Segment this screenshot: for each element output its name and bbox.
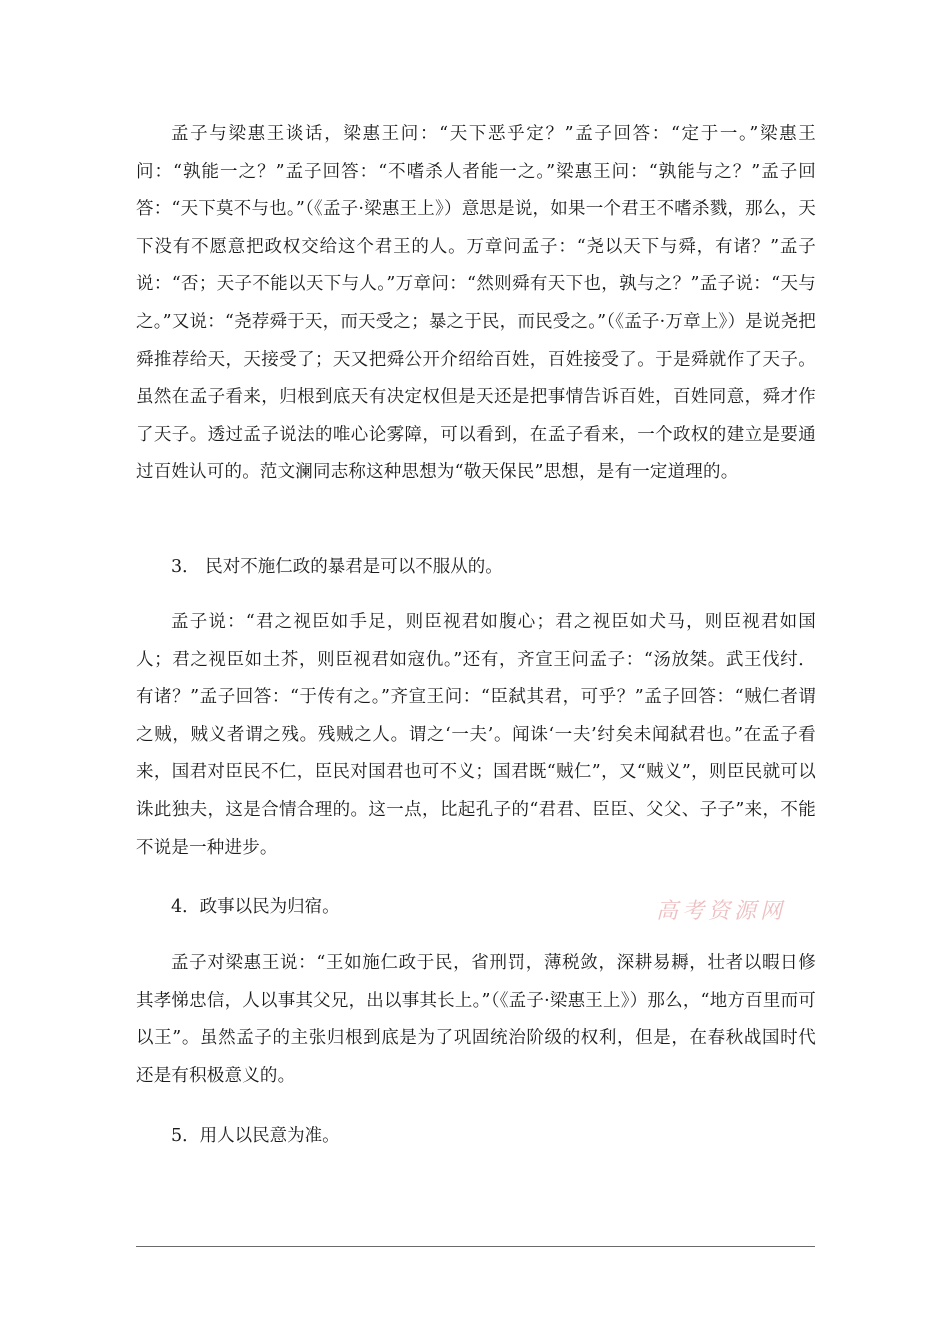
watermark-logo: 高考资源网 [656,899,787,924]
section-heading-5: 5．用人以民意为准。 [171,1126,340,1146]
section-heading-4: 4．政事以民为归宿。 [171,897,340,917]
paragraph-benevolent-rule: 孟子对梁惠王说：“王如施仁政于民，省刑罚，薄税敛，深耕易耨，壮者以暇日修其孝悌忠信，人以事其父兄，出以事其长上。”（《孟子·梁惠王上》）那么，“地方百里而可以王”。虽然孟子的主张归根到底是为了巩固统治阶级的权利，但是，在春秋战国时代还是有积极意义的。 [136,953,816,1086]
paragraph-mencius-liang: 孟子与梁惠王谈话，梁惠王问：“天下恶乎定？”孟子回答：“定于一。”梁惠王问：“孰能一之？”孟子回答：“不嗜杀人者能一之。”梁惠王问：“孰能与之？”孟子回答：“天下莫不与也。”（《孟子·梁惠王上》）意思是说，如果一个君王不嗜杀戮，那么，天下没有不愿意把政权交给这个君王的人。万章问孟子：“尧以天下与舜，有诸？”孟子说：“否；天子不能以天下与人。”万章问：“然则舜有天下也，孰与之？”孟子说：“天与之。”又说：“尧荐舜于天，而天受之；暴之于民，而民受之。”（《孟子·万章上》）是说尧把舜推荐给天，天接受了；天又把舜公开介绍给百姓，百姓接受了。于是舜就作了天子。虽然在孟子看来，归根到底天有决定权但是天还是把事情告诉百姓，百姓同意，舜才作了天子。透过孟子说法的唯心论雾障，可以看到，在孟子看来，一个政权的建立是要通过百姓认可的。范文澜同志称这种思想为“敬天保民”思想，是有一定道理的。 [136,124,816,483]
section-heading-3: 3． 民对不施仁政的暴君是可以不服从的。 [171,557,503,577]
footer-divider [136,1246,815,1247]
paragraph-ruler-minister: 孟子说：“君之视臣如手足，则臣视君如腹心；君之视臣如犬马，则臣视君如国人；君之视臣如土芥，则臣视君如寇仇。”还有，齐宣王问孟子：“汤放桀。武王伐纣．有诸？”孟子回答：“于传有之。”齐宣王问：“臣弑其君，可乎？”孟子回答：“贼仁者谓之贼，贼义者谓之残。残贼之人。谓之‘一夫’。闻诛‘一夫’纣矣未闻弑君也。”在孟子看来，国君对臣民不仁，臣民对国君也可不义；国君既“贼仁”，又“贼义”，则臣民就可以诛此独夫，这是合情合理的。这一点，比起孔子的“君君、臣臣、父父、子子”来，不能不说是一种进步。 [136,612,816,858]
